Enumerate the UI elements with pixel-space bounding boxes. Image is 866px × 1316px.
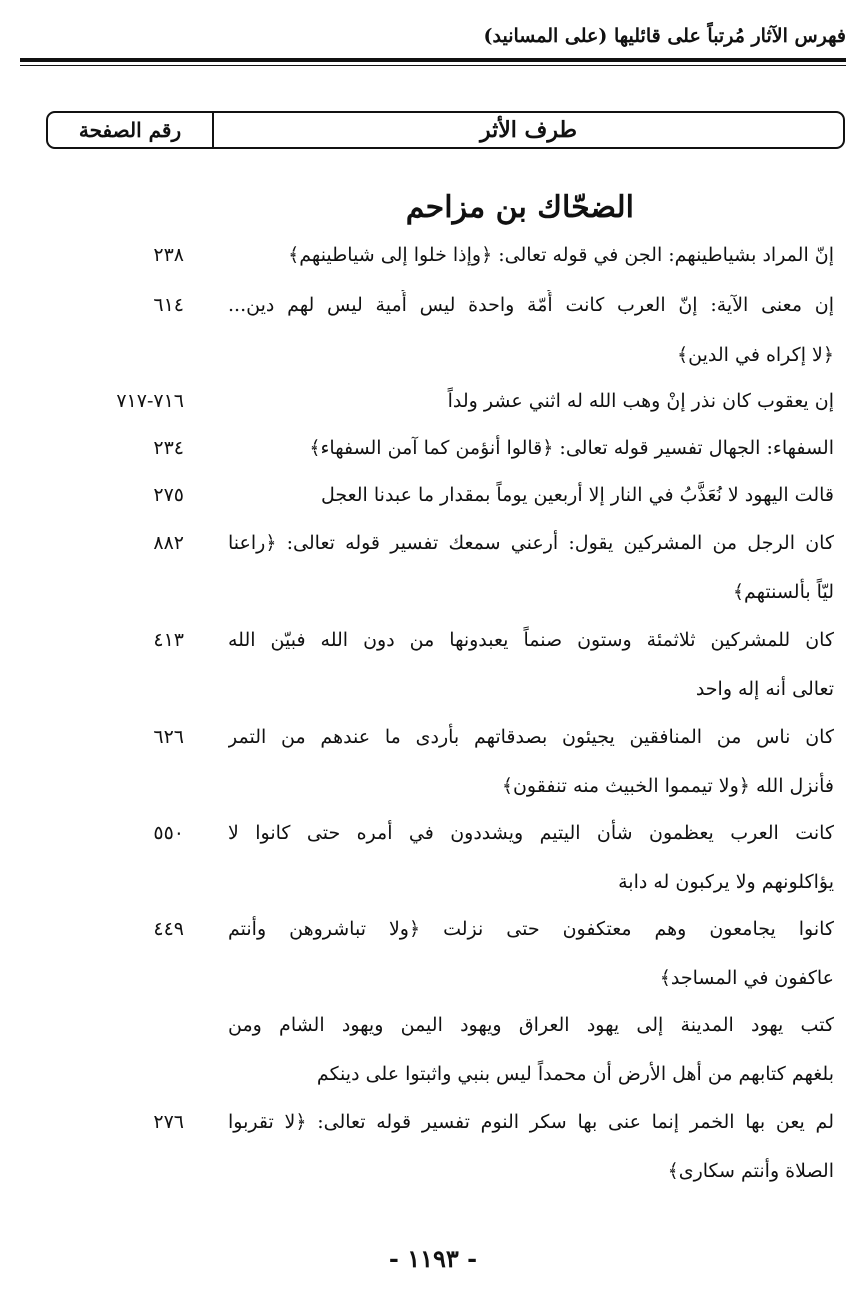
entry-line: السفهاء: الجهال تفسير قوله تعالى: ﴿قالوا أنؤمن كما آمن السفهاء﴾ <box>309 437 834 459</box>
header-rule-thin <box>20 65 846 66</box>
entry-page-number: ٢٣٨ <box>153 244 184 266</box>
entry-line: ليّاً بألسنتهم﴾ <box>732 581 834 603</box>
entry-page-number: ٤١٣ <box>153 629 184 651</box>
entry-line: إن معنى الآية: إنّ العرب كانت أُمّة واحدة ليس أُمية ليس لهم دين... <box>228 294 834 316</box>
section-title: الضحّاك بن مزاحم <box>405 190 634 225</box>
entry-page-number: ٦٢٦ <box>153 726 184 748</box>
entry-line: الصلاة وأنتم سكارى﴾ <box>667 1160 834 1182</box>
entry-page-number: ٤٤٩ <box>153 918 184 940</box>
entry-page-number: ٥٥٠ <box>153 822 184 844</box>
entry-line: فأنزل الله ﴿ولا تيمموا الخبيث منه تنفقون﴾ <box>501 775 834 797</box>
table-header <box>46 111 845 149</box>
entry-line: تعالى أنه إله واحد <box>695 678 834 700</box>
entry-line: ﴿لا إكراه في الدين﴾ <box>677 344 834 366</box>
entry-page-number: ٦١٤ <box>153 294 184 316</box>
entry-line: كانوا يجامعون وهم معتكفون حتى نزلت ﴿ولا تباشروهن وأنتم <box>228 918 834 940</box>
running-head: فهرس الآثار مُرتباً على قائليها (على المسانيد) <box>483 25 846 47</box>
entry-line: كانت العرب يعظمون شأن اليتيم ويشددون في أمره حتى كانوا لا <box>228 822 834 844</box>
entry-line: كان الرجل من المشركين يقول: أرعني سمعك تفسير قوله تعالى: ﴿راعنا <box>228 532 834 554</box>
entry-line: لم يعن بها الخمر إنما عنى بها سكر النوم تفسير قوله تعالى: ﴿لا تقربوا <box>228 1111 834 1133</box>
page-number-folio: - ١١٩٣ - <box>388 1244 478 1273</box>
entry-line: يؤاكلونهم ولا يركبون له دابة <box>618 871 834 893</box>
entry-line: إنّ المراد بشياطينهم: الجن في قوله تعالى: ﴿وإذا خلوا إلى شياطينهم﴾ <box>288 244 834 266</box>
entry-page-number: ٧١٦-٧١٧ <box>116 390 184 412</box>
entry-line: كان للمشركين ثلاثمئة وستون صنماً يعبدونها من دون الله فبيّن الله <box>228 629 834 651</box>
entry-page-number: ٢٣٤ <box>153 437 184 459</box>
entry-line: كان ناس من المنافقين يجيئون بصدقاتهم بأردى ما عندهم من التمر <box>228 726 834 748</box>
column-header-athar: طرف الأثر <box>479 117 578 143</box>
entry-line: بلغهم كتابهم من أهل الأرض أن محمداً ليس بنبي واثبتوا على دينكم <box>316 1063 834 1085</box>
entry-page-number: ٢٧٦ <box>153 1111 184 1133</box>
entry-line: إن يعقوب كان نذر إنْ وهب الله له اثني عشر ولداً <box>447 390 834 412</box>
column-header-page: رقم الصفحة <box>48 113 214 147</box>
entry-page-number: ٨٨٢ <box>153 532 184 554</box>
entry-line: عاكفون في المساجد﴾ <box>659 967 834 989</box>
header-rule <box>20 58 846 62</box>
entry-line: كتب يهود المدينة إلى يهود العراق ويهود اليمن ويهود الشام ومن <box>228 1014 834 1036</box>
entry-line: قالت اليهود لا نُعَذَّبُ في النار إلا أربعين يوماً بمقدار ما عبدنا العجل <box>320 484 834 506</box>
entry-page-number: ٢٧٥ <box>153 484 184 506</box>
